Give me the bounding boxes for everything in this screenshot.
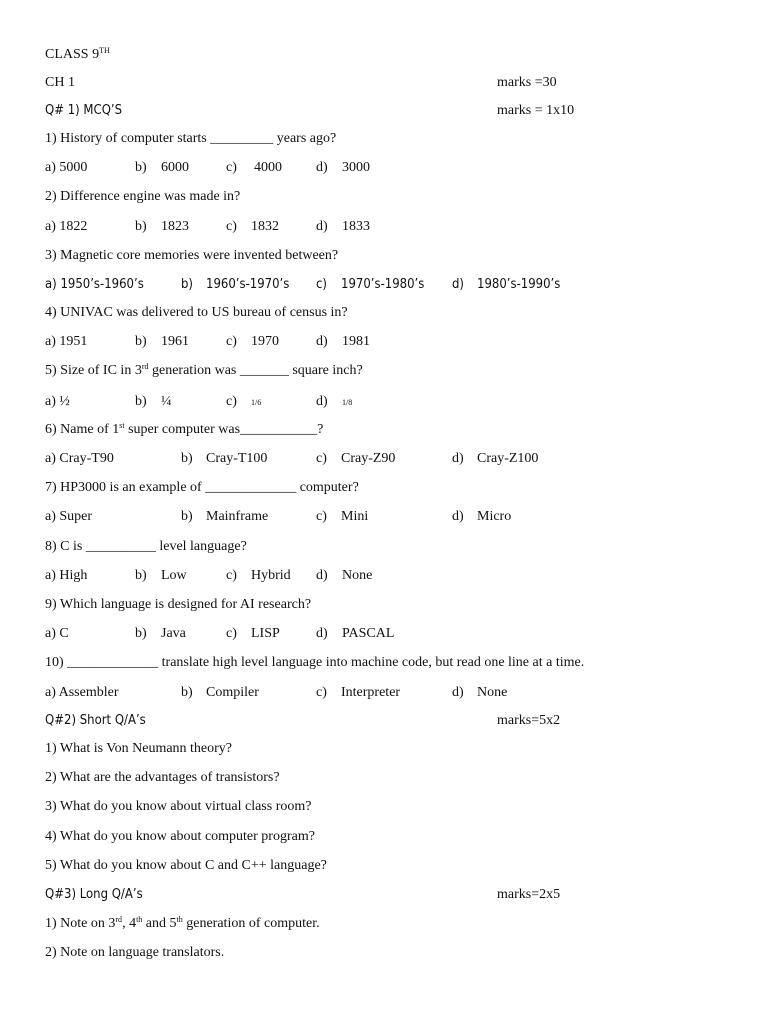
mcq-2-option-a: a) 1822	[45, 219, 88, 234]
long-section-title: Q#3) Long Q/A’s	[45, 887, 143, 902]
mcq-question-7: 7) HP3000 is an example of _____________ computer?	[45, 480, 359, 495]
long-section-marks: marks=2x5	[497, 887, 561, 902]
mcq-7-option-d: d) Micro	[452, 509, 512, 524]
mcq-5-option-c: c) 1/6	[226, 394, 262, 409]
mcq-question-10: 10) _____________ translate high level language into machine code, but read one line at a time.	[45, 655, 585, 670]
mcq-4-option-b: b) 1961	[135, 334, 189, 349]
mcq-6-option-a: a) Cray-T90	[45, 451, 114, 466]
mcq-1-option-b: b) 6000	[135, 160, 189, 175]
class-heading: CLASS 9TH	[45, 46, 110, 62]
mcq-3-option-d: d) 1980’s-1990’s	[452, 277, 561, 292]
mcq-question-6: 6) Name of 1st super computer was___________?	[45, 421, 324, 437]
chapter-label: CH 1	[45, 75, 75, 90]
mcq-question-2: 2) Difference engine was made in?	[45, 189, 241, 204]
mcq-question-3: 3) Magnetic core memories were invented between?	[45, 248, 339, 263]
mcq-7-option-a: a) Super	[45, 509, 93, 524]
mcq-question-1: 1) History of computer starts _________ years ago?	[45, 131, 337, 146]
mcq-3-option-a: a) 1950’s-1960’s	[45, 277, 144, 292]
mcq-5-option-d: d) 1/8	[316, 394, 353, 409]
mcq-question-5: 5) Size of IC in 3rd generation was _______ square inch?	[45, 362, 363, 378]
mcq-3-option-b: b) 1960’s-1970’s	[181, 277, 290, 292]
short-question-2: 2) What are the advantages of transistors?	[45, 770, 280, 785]
short-question-5: 5) What do you know about C and C++ language?	[45, 858, 327, 873]
short-section-marks: marks=5x2	[497, 713, 561, 728]
mcq-10-option-d: d) None	[452, 685, 508, 700]
mcq-9-option-b: b) Java	[135, 626, 186, 641]
mcq-section-title: Q# 1) MCQ’S	[45, 103, 123, 118]
short-question-1: 1) What is Von Neumann theory?	[45, 741, 233, 756]
total-marks: marks =30	[497, 75, 557, 90]
mcq-question-9: 9) Which language is designed for AI research?	[45, 597, 312, 612]
mcq-5-option-a: a) ½	[45, 394, 70, 409]
mcq-10-option-c: c) Interpreter	[316, 685, 401, 700]
mcq-1-option-c: c) 4000	[226, 160, 282, 175]
mcq-8-option-d: d) None	[316, 568, 373, 583]
mcq-3-option-c: c) 1970’s-1980’s	[316, 277, 425, 292]
mcq-6-option-c: c) Cray-Z90	[316, 451, 396, 466]
mcq-2-option-c: c) 1832	[226, 219, 279, 234]
mcq-1-option-d: d) 3000	[316, 160, 370, 175]
mcq-1-option-a: a) 5000	[45, 160, 88, 175]
mcq-5-option-b: b) ¼	[135, 394, 172, 409]
mcq-8-option-a: a) High	[45, 568, 88, 583]
mcq-4-option-c: c) 1970	[226, 334, 279, 349]
mcq-question-4: 4) UNIVAC was delivered to US bureau of census in?	[45, 305, 348, 320]
long-question-2: 2) Note on language translators.	[45, 945, 225, 960]
mcq-4-option-a: a) 1951	[45, 334, 88, 349]
mcq-9-option-d: d) PASCAL	[316, 626, 395, 641]
mcq-2-option-d: d) 1833	[316, 219, 370, 234]
mcq-9-option-c: c) LISP	[226, 626, 280, 641]
mcq-7-option-c: c) Mini	[316, 509, 369, 524]
mcq-section-marks: marks = 1x10	[497, 103, 575, 118]
mcq-8-option-c: c) Hybrid	[226, 568, 291, 583]
mcq-10-option-a: a) Assembler	[45, 685, 119, 700]
mcq-10-option-b: b) Compiler	[181, 685, 259, 700]
mcq-2-option-b: b) 1823	[135, 219, 189, 234]
mcq-6-option-b: b) Cray-T100	[181, 451, 268, 466]
mcq-question-8: 8) C is __________ level language?	[45, 539, 247, 554]
mcq-7-option-b: b) Mainframe	[181, 509, 269, 524]
mcq-9-option-a: a) C	[45, 626, 69, 641]
mcq-8-option-b: b) Low	[135, 568, 187, 583]
short-question-4: 4) What do you know about computer program?	[45, 829, 315, 844]
mcq-4-option-d: d) 1981	[316, 334, 370, 349]
long-question-1: 1) Note on 3rd, 4th and 5th generation of computer.	[45, 915, 320, 931]
short-question-3: 3) What do you know about virtual class room?	[45, 799, 312, 814]
mcq-6-option-d: d) Cray-Z100	[452, 451, 539, 466]
short-section-title: Q#2) Short Q/A’s	[45, 713, 146, 728]
